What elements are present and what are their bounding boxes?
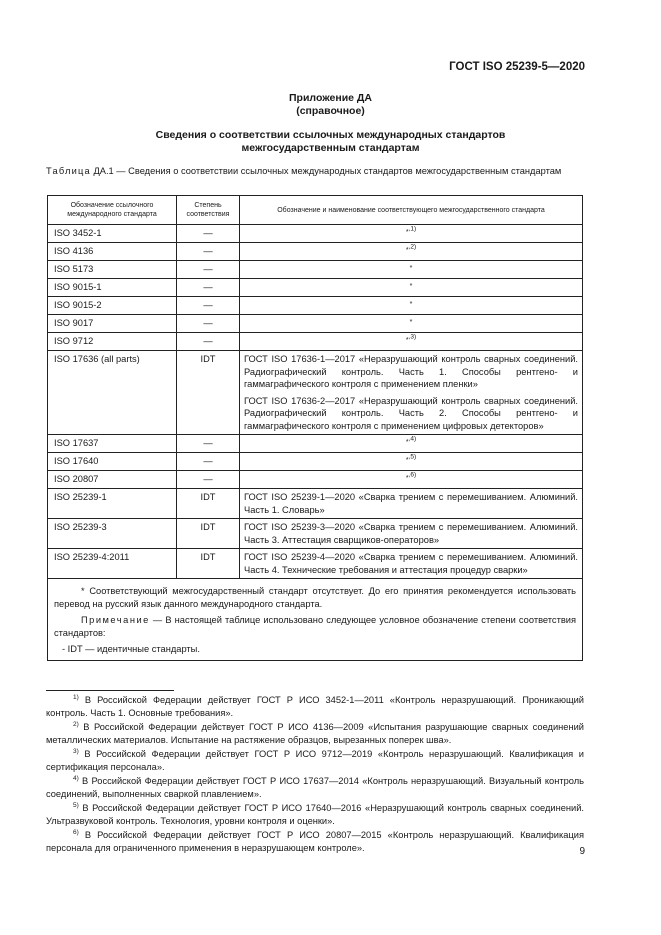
footnote-text: В Российской Федерации действует ГОСТ Р ИСО 20807—2015 «Контроль неразрушающий. Квалификация персонала для ограниченного применения в неразрушающем контроле». [46,830,584,853]
footnote-ref: 6) [410,471,417,479]
annex-subtitle: (справочное) [296,105,365,117]
standard-cell [240,279,583,297]
footnote-text: В Российской Федерации действует ГОСТ Р ИСО 17640—2016 «Неразрушающий контроль сварных соединений. Ультразвуковой контроль. Технология, уровни контроля и оценки». [46,803,584,826]
ref-cell: ISO 5173 [48,261,177,279]
standard-cell: *$^{,2)}$ [240,243,583,261]
star-mark: * [405,439,409,446]
section-title-line-1: Сведения о соответствии ссылочных международных стандартов [155,129,506,141]
table-footer-row [48,579,583,661]
correspondence-table [47,195,583,661]
ref-cell: ISO 17636 (all parts) [48,351,177,435]
degree-cell: — [177,261,240,279]
annex-title: Приложение ДА [289,92,372,104]
degree-cell: — [177,453,240,471]
table-row [48,549,583,579]
standard-cell [240,519,583,549]
footnote [46,694,584,719]
degree-cell: — [177,279,240,297]
standard-text: ГОСТ ISO 25239-1—2020 «Сварка трением с перемешиванием. Алюминий. Часть 1. Словарь» [244,492,578,515]
table-caption-text: ДА.1 — Сведения о соответствии ссылочных международных стандартов межгосударственным стандартам [90,166,562,176]
table-row [48,435,583,453]
ref-cell: ISO 3452-1 [48,225,177,243]
degree-cell: — [177,243,240,261]
footnote-divider [46,690,174,691]
ref-cell: ISO 9017 [48,315,177,333]
header-interstate-standard: Обозначение и наименование соответствующего межгосударственного стандарта [240,196,583,225]
footnote [46,748,584,773]
standard-text: ГОСТ ISO 17636-1—2017 «Неразрушающий контроль сварных соединений. Радиографический контроль. Часть 1. Способы рентгено- и гаммаграфического контроля с применением пленки» [244,354,578,389]
star-mark: * [405,457,409,464]
standard-cell [240,351,583,435]
standard-cell [240,489,583,519]
table-header-row [48,196,583,225]
table-caption [46,165,586,178]
ref-cell: ISO 17640 [48,453,177,471]
standard-cell [240,315,583,333]
table-row [48,243,583,261]
annex-heading [0,92,661,118]
star-mark: * [405,337,409,344]
footnote [46,802,584,827]
ref-cell: ISO 20807 [48,471,177,489]
ref-cell: ISO 9015-2 [48,297,177,315]
section-title [0,129,661,155]
star-mark: * [409,265,413,272]
degree-cell: IDT [177,489,240,519]
table-caption-prefix: Таблица [46,166,91,176]
footnote-ref: 3) [410,333,417,341]
degree-cell: — [177,471,240,489]
standard-cell: *$^{,3)}$ [240,333,583,351]
note-text: — В настоящей таблице использовано следующее условное обозначение степени соответствия стандартов: [54,615,576,638]
degree-cell: IDT [177,351,240,435]
degree-cell: IDT [177,519,240,549]
table-row [48,333,583,351]
standard-cell: *$^{,1)}$ [240,225,583,243]
footnote-mark: 2) [73,720,79,728]
ref-cell: ISO 4136 [48,243,177,261]
footnote-text: В Российской Федерации действует ГОСТ Р ИСО 3452-1—2011 «Контроль неразрушающий. Проникающий контроль. Часть 1. Основные требования». [46,695,584,718]
standard-cell: *$^{,5)}$ [240,453,583,471]
ref-cell: ISO 9712 [48,333,177,351]
degree-cell: — [177,297,240,315]
standard-cell [240,549,583,579]
ref-cell: ISO 17637 [48,435,177,453]
table-row [48,453,583,471]
footnote-text: В Российской Федерации действует ГОСТ Р ИСО 9712—2019 «Контроль неразрушающий. Квалификация и сертификация персонала». [46,749,584,772]
footnote-mark: 6) [73,828,79,836]
standard-text: ГОСТ ISO 17636-2—2017 «Неразрушающий контроль сварных соединений. Радиографический контроль. Часть 2. Способы рентгено- и гаммаграфического контроля с применением цифровых детекторов» [244,395,578,431]
footnote [46,721,584,746]
standard-cell [240,297,583,315]
idt-definition: - IDT — идентичные стандарты. [62,644,200,654]
page-number: 9 [579,846,585,857]
table-row [48,471,583,489]
degree-cell: — [177,435,240,453]
footnote-ref: 5) [410,453,417,461]
table-row [48,225,583,243]
standard-cell: *$^{,6)}$ [240,471,583,489]
standard-cell: *$^{,4)}$ [240,435,583,453]
ref-cell: ISO 25239-3 [48,519,177,549]
degree-cell: — [177,225,240,243]
note-label: Примечание [81,615,150,625]
degree-cell: IDT [177,549,240,579]
header-degree: Степень соответствия [177,196,240,225]
table-row [48,315,583,333]
footnote-mark: 1) [73,693,79,701]
footnote [46,775,584,800]
star-mark: * [405,247,409,254]
footnote-ref: 2) [410,243,417,251]
ref-cell: ISO 9015-1 [48,279,177,297]
table-row [48,489,583,519]
degree-cell: — [177,315,240,333]
star-note: * Соответствующий межгосударственный стандарт отсутствует. До его принятия рекомендуется использовать перевод на русский язык данного международного стандарта. [54,586,576,609]
footnote [46,829,584,854]
footnote-text: В Российской Федерации действует ГОСТ Р ИСО 17637—2014 «Контроль неразрушающий. Визуальный контроль соединений, выполненных сваркой плавлением». [46,776,584,799]
star-mark: * [405,475,409,482]
footnote-mark: 4) [73,774,79,782]
degree-cell: — [177,333,240,351]
footnote-ref: 1) [410,225,417,233]
header-ref-standard: Обозначение ссылочного международного стандарта [48,196,177,225]
star-mark: * [405,229,409,236]
ref-cell: ISO 25239-4:2011 [48,549,177,579]
standard-text: ГОСТ ISO 25239-3—2020 «Сварка трением с перемешиванием. Алюминий. Часть 3. Аттестация сварщиков-операторов» [244,522,578,545]
standard-cell [240,261,583,279]
footnote-mark: 5) [73,801,79,809]
footnote-text: В Российской Федерации действует ГОСТ Р ИСО 4136—2009 «Испытания разрушающие сварных соединений металлических материалов. Испытание на растяжение образцов, вырезанных поперек шва». [46,722,584,745]
table-row [48,279,583,297]
table-footer [48,579,583,661]
star-mark: * [409,301,413,308]
table-note [54,614,576,639]
footnote-mark: 3) [73,747,79,755]
star-mark: * [409,319,413,326]
footnotes [46,694,584,856]
table-row [48,351,583,435]
table-row [48,297,583,315]
footnote-ref: 4) [410,435,417,443]
standard-text: ГОСТ ISO 25239-4—2020 «Сварка трением с перемешиванием. Алюминий. Часть 4. Технические требования и аттестация процедур сварки» [244,552,578,575]
table-row [48,519,583,549]
table-row [48,261,583,279]
ref-cell: ISO 25239-1 [48,489,177,519]
section-title-line-2: межгосударственным стандартам [241,142,420,154]
star-mark: * [409,283,413,290]
standard-id: ГОСТ ISO 25239-5—2020 [449,61,585,73]
